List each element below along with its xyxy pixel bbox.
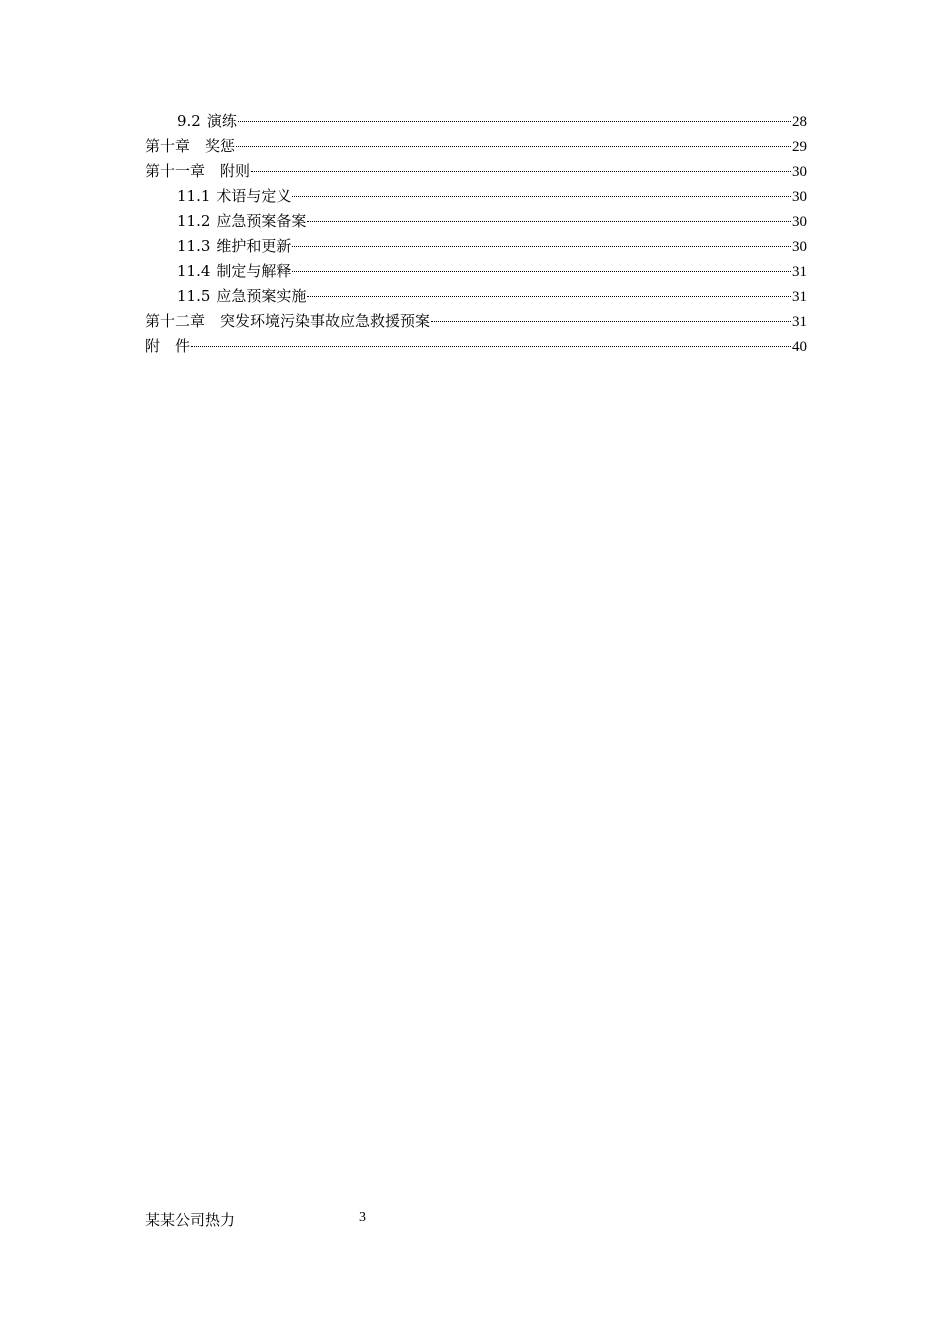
toc-entry-number: 9.2 [177, 112, 201, 130]
toc-entry-chapter-10[interactable] [145, 134, 807, 159]
toc-entry-page: 30 [792, 239, 807, 255]
toc-entry-title: 维护和更新 [216, 237, 292, 255]
footer-company-name: 某某公司热力 [145, 1211, 236, 1229]
toc-entry-11-5[interactable] [145, 284, 807, 309]
toc-entry-page: 31 [792, 314, 807, 330]
toc-entry-11-1[interactable] [145, 184, 807, 209]
toc-entry-11-2[interactable] [145, 209, 807, 234]
table-of-contents [145, 109, 807, 359]
toc-entry-title: 应急预案备案 [216, 212, 307, 230]
toc-entry-title: 第十章 奖惩 [145, 137, 236, 155]
toc-entry-title: 第十二章 突发环境污染事故应急救援预案 [145, 312, 431, 330]
footer-page-number: 3 [359, 1210, 366, 1225]
toc-entry-title: 应急预案实施 [216, 287, 307, 305]
toc-entry-title: 附 件 [145, 337, 191, 355]
toc-entry-number: 11.2 [177, 212, 211, 230]
toc-entry-page: 31 [792, 264, 807, 280]
toc-entry-appendix[interactable] [145, 334, 807, 359]
toc-entry-page: 30 [792, 214, 807, 230]
toc-leader-dots [307, 221, 791, 222]
toc-entry-page: 31 [792, 289, 807, 305]
toc-leader-dots [292, 246, 791, 247]
toc-leader-dots [431, 321, 791, 322]
toc-entry-9-2[interactable] [145, 109, 807, 134]
toc-entry-page: 30 [792, 164, 807, 180]
toc-entry-11-3[interactable] [145, 234, 807, 259]
toc-leader-dots [307, 296, 791, 297]
toc-entry-11-4[interactable] [145, 259, 807, 284]
toc-entry-number: 11.1 [177, 187, 211, 205]
toc-entry-number: 11.4 [177, 262, 211, 280]
toc-entry-title: 第十一章 附则 [145, 162, 251, 180]
toc-entry-page: 40 [792, 339, 807, 355]
toc-leader-dots [238, 121, 791, 122]
toc-entry-page: 30 [792, 189, 807, 205]
toc-entry-number: 11.5 [177, 287, 211, 305]
toc-entry-chapter-12[interactable] [145, 309, 807, 334]
toc-leader-dots [292, 271, 791, 272]
toc-entry-page: 28 [792, 114, 807, 130]
toc-entry-chapter-11[interactable] [145, 159, 807, 184]
toc-entry-title: 术语与定义 [216, 187, 292, 205]
toc-entry-title: 制定与解释 [216, 262, 292, 280]
toc-leader-dots [292, 196, 791, 197]
toc-leader-dots [251, 171, 791, 172]
toc-entry-number: 11.3 [177, 237, 211, 255]
toc-leader-dots [191, 346, 791, 347]
toc-entry-title: 演练 [206, 112, 237, 130]
toc-leader-dots [236, 146, 791, 147]
toc-entry-page: 29 [792, 139, 807, 155]
